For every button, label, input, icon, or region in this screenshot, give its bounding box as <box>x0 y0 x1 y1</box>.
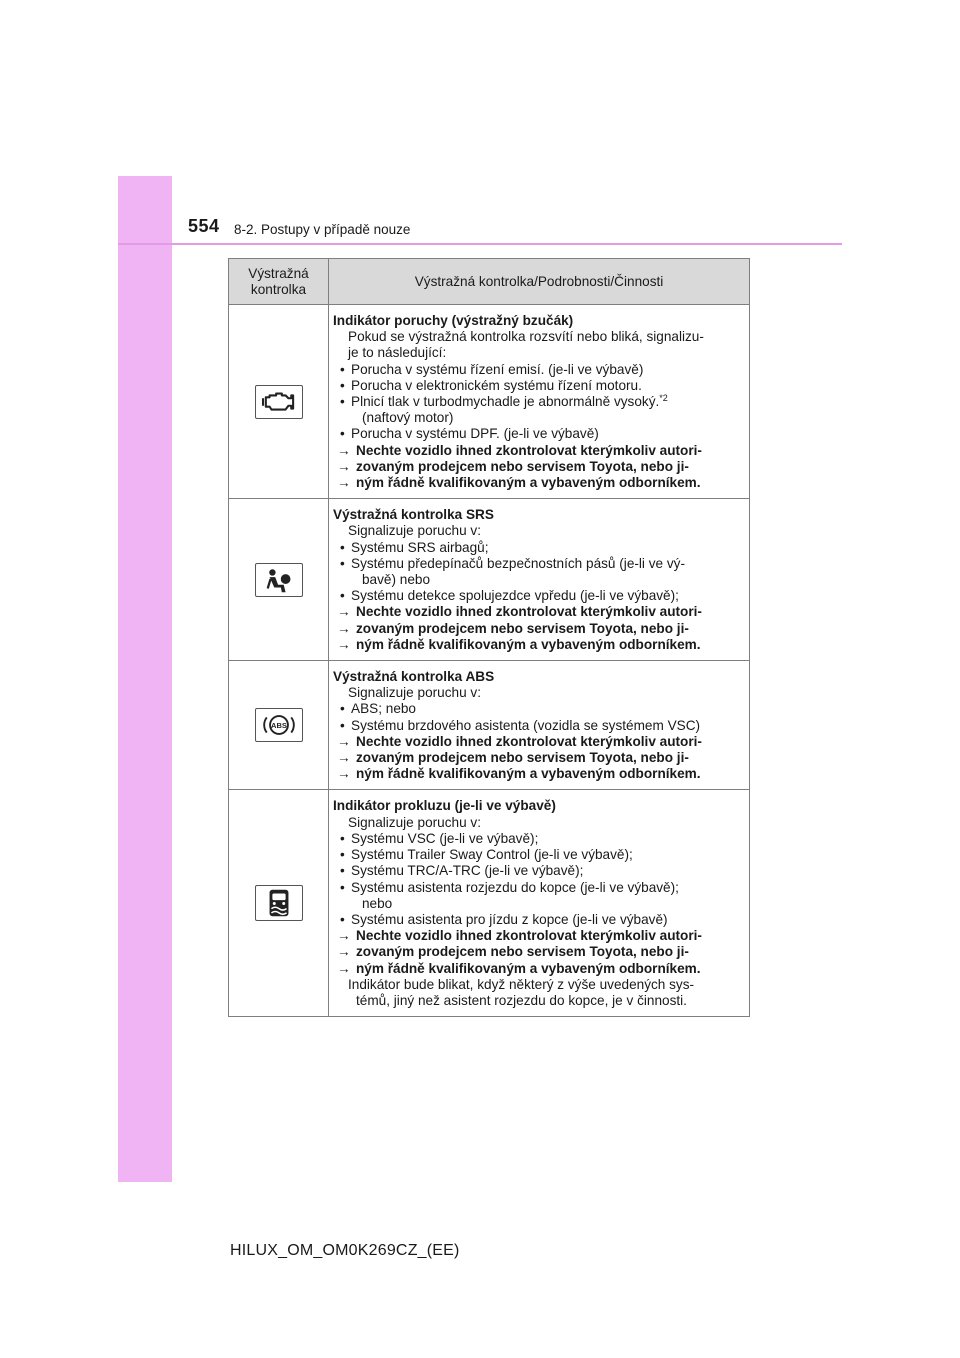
list-item: • Systému SRS airbagů; <box>333 540 747 556</box>
list-item: • Porucha v elektronickém systému řízení motoru. <box>333 378 747 394</box>
list-item: • Systému předepínačů bezpečnostních pásů (je-li ve vý- <box>333 556 747 572</box>
warning-lights-table <box>228 258 750 1017</box>
row-intro: Signalizuje poruchu v: <box>348 685 481 701</box>
action-text: → Nechte vozidlo ihned zkontrolovat kterýmkoliv autori- <box>333 443 747 459</box>
action-text-cont: → zovaným prodejcem nebo servisem Toyota, nebo ji- <box>333 750 747 766</box>
list-item: • Systému brzdového asistenta (vozidla se systémem VSC) <box>333 718 747 734</box>
header-divider <box>118 243 842 245</box>
row-note: Indikátor bude blikat, když některý z výše uvedených sys- <box>348 976 695 992</box>
table-row <box>229 305 750 499</box>
list-item: • Systému Trailer Sway Control (je-li ve výbavě); <box>333 847 747 863</box>
icon-cell <box>229 790 329 1017</box>
action-text-cont: → zovaným prodejcem nebo servisem Toyota, nebo ji- <box>333 621 747 637</box>
description-cell <box>329 661 750 790</box>
list-item: • Systému detekce spolujezdce vpředu (je-li ve výbavě); <box>333 588 747 604</box>
action-text-cont: → ným řádně kvalifikovaným a vybaveným odborníkem. <box>333 475 747 491</box>
row-note-cont: témů, jiný než asistent rozjezdu do kopce, je v činnosti. <box>356 992 687 1008</box>
row-title: Indikátor poruchy (výstražný bzučák) <box>333 313 574 328</box>
list-item-cont: (naftový motor) <box>362 410 454 426</box>
list-item-cont: bavě) nebo <box>362 572 431 588</box>
list-item: • Systému TRC/A-TRC (je-li ve výbavě); <box>333 863 747 879</box>
abs-icon-label: ABS <box>270 721 287 731</box>
slip-indicator-icon <box>255 885 303 921</box>
row-intro: Signalizuje poruchu v: <box>348 814 481 830</box>
action-text: → Nechte vozidlo ihned zkontrolovat kterýmkoliv autori- <box>333 734 747 750</box>
abs-icon <box>255 708 303 742</box>
action-text-cont: → ným řádně kvalifikovaným a vybaveným odborníkem. <box>333 766 747 782</box>
table-row <box>229 790 750 1017</box>
list-item: • Porucha v systému DPF. (je-li ve výbavě) <box>333 426 747 442</box>
table-header-row <box>229 259 750 305</box>
page-number: 554 <box>188 216 220 236</box>
document-code: HILUX_OM_OM0K269CZ_(EE) <box>230 1242 460 1259</box>
row-intro: Pokud se výstražná kontrolka rozsvítí nebo bliká, signalizu- <box>348 329 704 345</box>
row-intro: Signalizuje poruchu v: <box>348 523 481 539</box>
table-row <box>229 661 750 790</box>
header-warning-light: Výstražná kontrolka <box>229 259 329 305</box>
engine-check-icon <box>255 385 303 419</box>
row-title: Indikátor prokluzu (je-li ve výbavě) <box>333 798 556 814</box>
list-item: • Systému asistenta rozjezdu do kopce (je-li ve výbavě); <box>333 880 747 896</box>
action-text: → Nechte vozidlo ihned zkontrolovat kterýmkoliv autori- <box>333 604 747 620</box>
action-text-cont: → zovaným prodejcem nebo servisem Toyota, nebo ji- <box>333 459 747 475</box>
airbag-srs-icon <box>255 563 303 597</box>
icon-cell <box>229 305 329 499</box>
action-text: → Nechte vozidlo ihned zkontrolovat kterýmkoliv autori- <box>333 928 747 944</box>
row-title: Výstražná kontrolka ABS <box>333 669 495 685</box>
list-item: • Systému VSC (je-li ve výbavě); <box>333 831 747 847</box>
action-text-cont: → ným řádně kvalifikovaným a vybaveným odborníkem. <box>333 961 747 977</box>
list-item: • ABS; nebo <box>333 701 747 717</box>
icon-cell <box>229 499 329 661</box>
section-title: 8-2. Postupy v případě nouze <box>234 222 411 237</box>
description-cell <box>329 305 750 499</box>
description-cell <box>329 499 750 661</box>
description-cell <box>329 790 750 1017</box>
list-item: • Plnicí tlak v turbodmychadle je abnormálně vysoký.$^{*2}$ <box>333 394 747 410</box>
icon-cell <box>229 661 329 790</box>
list-item-cont: nebo <box>362 895 393 911</box>
row-intro-cont: je to následující: <box>348 345 447 361</box>
action-text-cont: → zovaným prodejcem nebo servisem Toyota, nebo ji- <box>333 944 747 960</box>
action-text-cont: → ným řádně kvalifikovaným a vybaveným odborníkem. <box>333 637 747 653</box>
list-item: • Systému asistenta pro jízdu z kopce (je-li ve výbavě) <box>333 912 747 928</box>
footnote-ref: *2 <box>659 393 668 404</box>
list-item: • Porucha v systému řízení emisí. (je-li ve výbavě) <box>333 362 747 378</box>
chapter-side-tab <box>118 176 172 1182</box>
table-row <box>229 499 750 661</box>
row-title: Výstražná kontrolka SRS <box>333 507 494 523</box>
header-details: Výstražná kontrolka/Podrobnosti/Činnosti <box>329 259 750 305</box>
